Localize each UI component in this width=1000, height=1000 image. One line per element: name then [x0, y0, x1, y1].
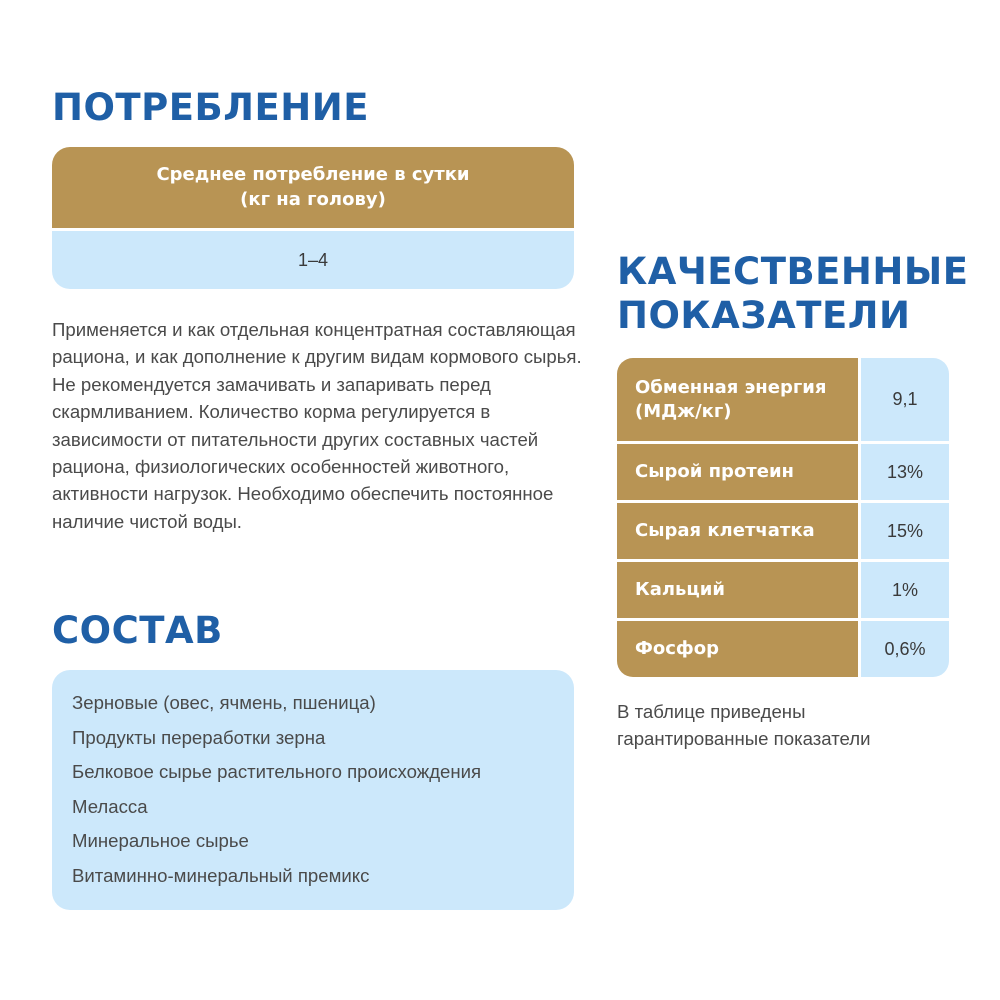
quality-value: 15%: [861, 503, 949, 559]
composition-list-box: [52, 670, 574, 910]
quality-label: Сырой протеин: [617, 444, 858, 500]
consumption-table-value: 1–4: [52, 231, 574, 289]
quality-label: Фосфор: [617, 621, 858, 677]
table-row: [617, 444, 949, 500]
quality-value: 13%: [861, 444, 949, 500]
list-item: Продукты переработки зерна: [72, 726, 326, 748]
consumption-header-label: Среднее потребление в сутки (кг на голову): [156, 164, 470, 210]
list-item: Зерновые (овес, ячмень, пшеница): [72, 692, 376, 713]
list-item: Минеральное сырье: [72, 830, 249, 852]
list-item: Белковое сырье растительного происхождения: [72, 761, 482, 783]
consumption-heading: ПОТРЕБЛЕНИЕ: [52, 86, 369, 129]
usage-description: Применяется и как отдельная концентратная составляющая рациона, и как дополнение к другим видам кормового сырья. Не рекомендуется замачивать и запаривать перед скармливанием. Количество корма регулируется в зависимости от питательности других составных частей рациона, физиологических особенностей животного, активности нагрузок. Необходимо обеспечить постоянное наличие чистой воды.: [52, 319, 582, 532]
quality-value: 1%: [861, 562, 949, 618]
quality-label: Обменная энергия (МДж/кг): [617, 358, 858, 441]
quality-heading: КАЧЕСТВЕННЫЕ ПОКАЗАТЕЛИ: [617, 250, 969, 337]
quality-label: Кальций: [617, 562, 858, 618]
quality-value: 0,6%: [861, 621, 949, 677]
table-row: [617, 621, 949, 677]
table-row: [617, 358, 949, 441]
table-row: [617, 503, 949, 559]
list-item: Витаминно-минеральный премикс: [72, 864, 370, 886]
composition-list: [72, 686, 554, 894]
quality-label: Сырая клетчатка: [617, 503, 858, 559]
quality-note: В таблице приведены гарантированные показатели: [617, 701, 871, 750]
quality-value: 9,1: [861, 358, 949, 441]
consumption-table: [52, 147, 574, 289]
consumption-table-header: [52, 147, 574, 231]
quality-table: [617, 358, 949, 677]
table-row: [617, 562, 949, 618]
list-item: Меласса: [72, 795, 148, 817]
composition-heading: СОСТАВ: [52, 609, 223, 652]
